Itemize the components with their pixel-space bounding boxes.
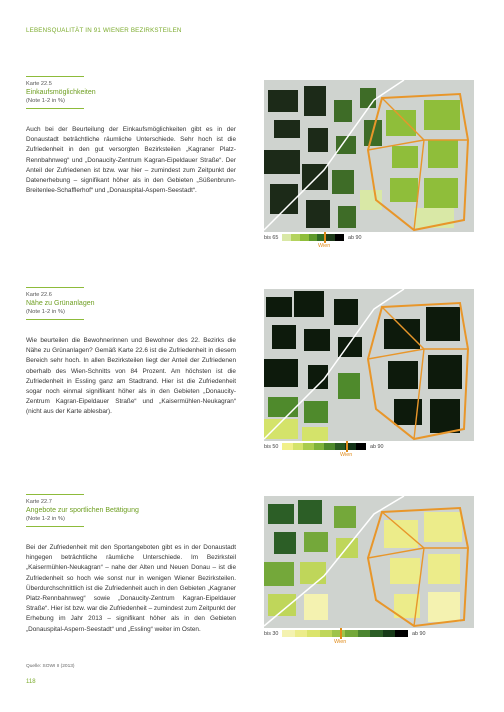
map-panel-2 xyxy=(264,289,474,471)
section-body-text: Auch bei der Beurteilung der Einkaufsmöglichkeiten gibt es in der Donaustadt beträchtliche räumliche Unterschiede. Sehr hoch ist die Zufriedenheit in den gut versorgten Bezirksteilen „Kagraner Platz-Rennbahnweg“ und „Donaucity-Zentrum Kagran-Eipeldauer Straße“. Der Anteil der Zufriedenen ist bzw. war hier – zumindest zum Zeitpunkt der Datenerhebung – signifikant höher als in den Gebieten „Süßenbrunn-Breitenlee-Schafflerhof“ und „Donauspital-Aspern-Seestadt“. xyxy=(26,126,236,195)
section-rule xyxy=(26,76,84,77)
map-note: (Note 1-2 in %) xyxy=(26,98,65,104)
map-title: Einkaufsmöglichkeiten xyxy=(26,89,96,96)
legend-high-label: ab 90 xyxy=(412,631,426,637)
legend-swatch xyxy=(383,630,396,637)
legend-swatch xyxy=(356,443,367,450)
map-note: (Note 1-2 in %) xyxy=(26,309,65,315)
map-number: Karte 22.6 xyxy=(26,292,52,298)
map-legend xyxy=(264,628,474,658)
district-map-shopping xyxy=(264,80,474,232)
legend-swatch xyxy=(309,234,318,241)
wien-average-label: Wien xyxy=(340,452,353,458)
page-number: 118 xyxy=(26,679,36,685)
section-rule xyxy=(26,526,84,527)
wien-average-marker xyxy=(346,441,348,452)
legend-swatch xyxy=(358,630,371,637)
map-legend xyxy=(264,441,474,471)
legend-swatch xyxy=(332,630,345,637)
legend-swatch xyxy=(345,630,358,637)
map-panel-3 xyxy=(264,496,474,658)
map-number: Karte 22.7 xyxy=(26,499,52,505)
district-map-sports xyxy=(264,496,474,628)
wien-average-label: Wien xyxy=(334,639,347,645)
legend-swatch xyxy=(291,234,300,241)
legend-swatch xyxy=(282,443,293,450)
legend-swatch xyxy=(324,443,335,450)
section-karte-22-5 xyxy=(26,76,236,196)
legend-color-scale xyxy=(282,443,366,450)
map-number: Karte 22.5 xyxy=(26,81,52,87)
legend-high-label: ab 90 xyxy=(348,235,362,241)
section-body-text: Wie beurteilen die Bewohnerinnen und Bewohner des 22. Bezirks die Nähe zu Grünanlagen? Gemäß Karte 22.6 ist die Zufriedenheit in diesem Bereich sehr hoch. In allen Bezirksteilen liegt der Anteil der Zufriedenen oberhalb des Wien-Schnitts von 84 Prozent. Am höchsten ist die Zufriedenheit in Essling ganz am Stadtrand. Hier ist die Zufriedenheit sogar noch einmal signifikant höher als in den Gebieten „Donaucity-Zentrum Kagran-Eipeldauer Straße“ und „Kaisermühlen-Neukagran“ (nicht aus der Karte ablesbar). xyxy=(26,337,236,416)
section-rule xyxy=(26,287,84,288)
legend-swatch xyxy=(295,630,308,637)
source-note: Quelle: SOWI II (2013) xyxy=(26,664,75,669)
map-legend xyxy=(264,232,474,262)
legend-color-scale xyxy=(282,234,344,241)
section-rule xyxy=(26,108,84,109)
running-header: LEBENSQUALITÄT IN 91 WIENER BEZIRKSTEILEN xyxy=(26,27,182,34)
section-rule xyxy=(26,494,84,495)
legend-swatch xyxy=(303,443,314,450)
legend-swatch xyxy=(335,234,344,241)
legend-swatch xyxy=(320,630,333,637)
district-map-green-areas xyxy=(264,289,474,441)
section-karte-22-7 xyxy=(26,494,236,635)
map-title: Angebote zur sportlichen Betätigung xyxy=(26,507,139,514)
legend-swatch xyxy=(335,443,346,450)
legend-low-label: bis 30 xyxy=(264,631,279,637)
legend-swatch xyxy=(314,443,325,450)
section-body-text: Bei der Zufriedenheit mit den Sportangeboten gibt es in der Donaustadt hingegen beträchtliche räumliche Unterschiede. Im Bezirksteil „Kaisermühlen-Neukagran“ – nahe der Alten und Neuen Donau – ist die Zufriedenheit so hoch wie sonst nur in wenigen Wiener Bezirksteilen. Überdurchschnittlich ist die Zufriedenheit auch in den Gebieten „Kagraner Platz-Rennbahnweg“ sowie „Donaucity-Zentrum Kagran-Eipeldauer Straße“. Hier ist bzw. war die Zufriedenheit – zumindest zum Zeitpunkt der Erhebung im Jahr 2013 – signifikant höher als in den Gebieten „Donauspital-Aspern-Seestadt“ und „Essling“ weiter im Osten. xyxy=(26,544,236,633)
wien-average-label: Wien xyxy=(318,243,331,249)
legend-swatch xyxy=(293,443,304,450)
map-title: Nähe zu Grünanlagen xyxy=(26,300,95,307)
legend-high-label: ab 90 xyxy=(370,444,384,450)
section-karte-22-6 xyxy=(26,287,236,418)
legend-low-label: bis 65 xyxy=(264,235,279,241)
section-rule xyxy=(26,319,84,320)
legend-swatch xyxy=(282,234,291,241)
legend-swatch xyxy=(370,630,383,637)
legend-swatch xyxy=(395,630,408,637)
legend-low-label: bis 50 xyxy=(264,444,279,450)
legend-swatch xyxy=(307,630,320,637)
map-note: (Note 1-2 in %) xyxy=(26,516,65,522)
legend-swatch xyxy=(282,630,295,637)
map-panel-1 xyxy=(264,80,474,262)
wien-average-marker xyxy=(340,628,342,639)
legend-swatch xyxy=(326,234,335,241)
legend-color-scale xyxy=(282,630,408,637)
wien-average-marker xyxy=(324,232,326,243)
legend-swatch xyxy=(300,234,309,241)
